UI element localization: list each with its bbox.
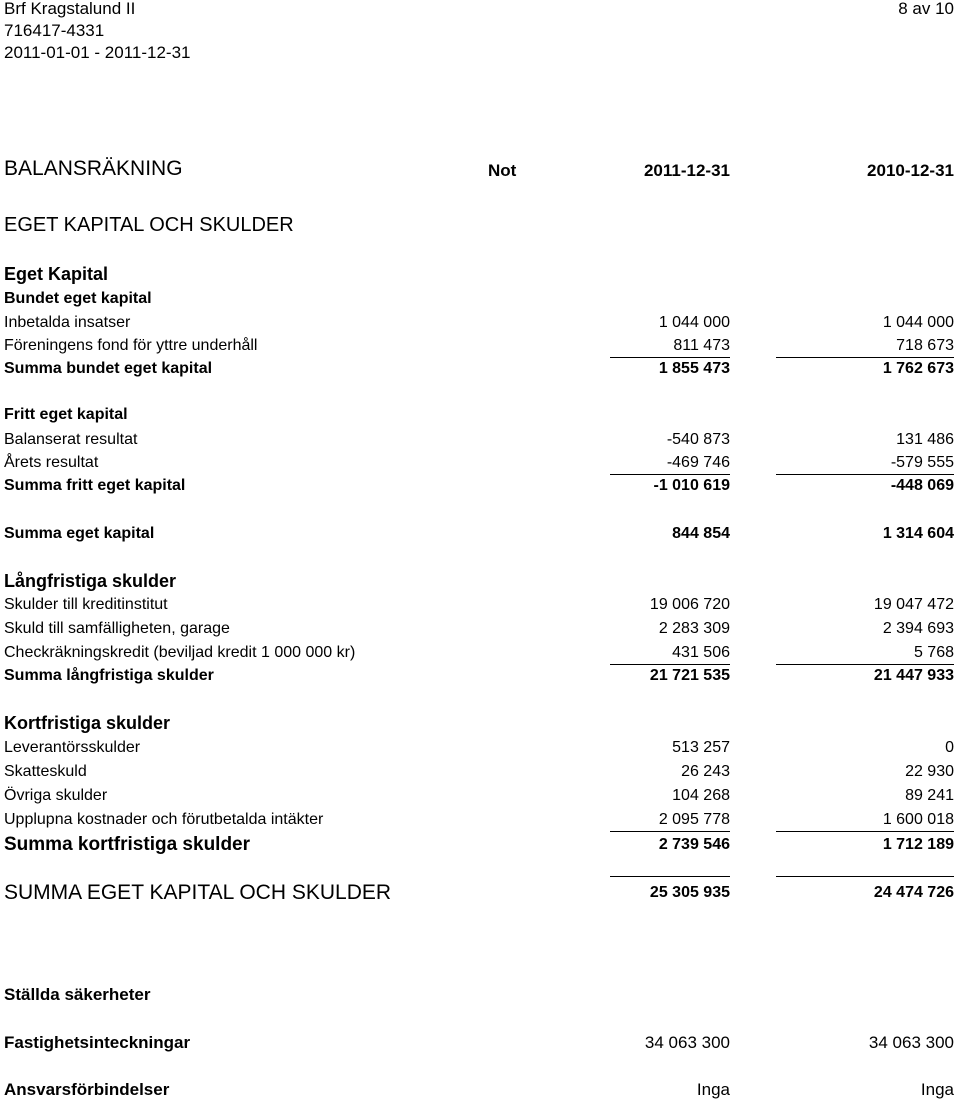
row-label: Föreningens fond för yttre underhåll	[4, 337, 258, 354]
row-value-2010: 5 768	[913, 644, 954, 661]
row-label: Inbetalda insatser	[4, 314, 131, 331]
row-value-2011: 2 739 546	[658, 836, 730, 853]
row-value-2011: 104 268	[672, 787, 730, 804]
page-number: 8 av 10	[898, 0, 954, 18]
subtotal-rule	[776, 474, 954, 475]
row-value-2010: 131 486	[896, 431, 954, 448]
grand-total-value-2010: 24 474 726	[873, 884, 954, 901]
row-value-2011: 1 044 000	[658, 314, 730, 331]
row-label: Årets resultat	[4, 454, 99, 471]
subtotal-rule	[610, 357, 730, 358]
row-label: Summa bundet eget kapital	[4, 360, 213, 377]
row-label: Summa fritt eget kapital	[4, 477, 186, 494]
row-value-2010: 1 044 000	[882, 314, 954, 331]
ansvar-label: Ansvarsförbindelser	[4, 1080, 170, 1099]
column-header-2011: 2011-12-31	[643, 161, 730, 180]
row-value-2011: -469 746	[666, 454, 730, 471]
column-header-2010: 2010-12-31	[867, 161, 954, 180]
bundet-heading: Bundet eget kapital	[4, 290, 152, 307]
row-label: Skuld till samfälligheten, garage	[4, 620, 230, 637]
row-label: Upplupna kostnader och förutbetalda intäkter	[4, 811, 324, 828]
section-title: EGET KAPITAL OCH SKULDER	[4, 214, 294, 236]
row-label: Skulder till kreditinstitut	[4, 596, 168, 613]
row-label: Balanserat resultat	[4, 431, 138, 448]
org-number: 716417-4331	[4, 21, 105, 40]
subtotal-rule	[610, 664, 730, 665]
note-column-header: Not	[488, 161, 517, 180]
row-value-2010: 22 930	[905, 763, 954, 780]
grand-total-label: SUMMA EGET KAPITAL OCH SKULDER	[4, 881, 392, 904]
row-value-2010: 89 241	[905, 787, 954, 804]
row-value-2011: 844 854	[672, 525, 730, 542]
fritt-heading: Fritt eget kapital	[4, 406, 128, 423]
row-value-2010: 21 447 933	[873, 667, 954, 684]
kortfristiga-heading: Kortfristiga skulder	[4, 713, 171, 733]
row-value-2011: 811 473	[673, 337, 730, 354]
row-value-2010: 0	[945, 739, 954, 756]
ansvar-value-2010: Inga	[920, 1080, 954, 1099]
row-value-2010: 1 712 189	[882, 836, 954, 853]
row-value-2011: 431 506	[672, 644, 730, 661]
row-value-2010: 1 314 604	[882, 525, 954, 542]
grand-total-value-2011: 25 305 935	[649, 884, 730, 901]
row-value-2010: 1 762 673	[882, 360, 954, 377]
fastighet-label: Fastighetsinteckningar	[4, 1033, 191, 1052]
row-value-2011: 26 243	[681, 763, 730, 780]
stallda-heading: Ställda säkerheter	[4, 985, 151, 1004]
row-value-2010: -579 555	[890, 454, 954, 471]
eget-kapital-heading: Eget Kapital	[4, 264, 109, 284]
row-value-2011: 1 855 473	[658, 360, 730, 377]
subtotal-rule	[610, 474, 730, 475]
subtotal-rule	[776, 664, 954, 665]
row-label: Skatteskuld	[4, 763, 87, 780]
subtotal-rule	[776, 831, 954, 832]
row-value-2010: 2 394 693	[882, 620, 954, 637]
row-value-2011: -1 010 619	[653, 477, 730, 494]
total-rule	[776, 876, 954, 877]
page-title: BALANSRÄKNING	[4, 157, 183, 180]
row-value-2011: -540 873	[666, 431, 730, 448]
row-value-2011: 19 006 720	[649, 596, 730, 613]
row-value-2010: -448 069	[890, 477, 954, 494]
langfristiga-heading: Långfristiga skulder	[4, 571, 177, 591]
row-value-2011: 2 283 309	[658, 620, 730, 637]
ansvar-value-2011: Inga	[696, 1080, 730, 1099]
row-value-2011: 21 721 535	[649, 667, 730, 684]
row-value-2010: 718 673	[896, 337, 954, 354]
row-value-2011: 513 257	[672, 739, 730, 756]
row-label: Leverantörsskulder	[4, 739, 141, 756]
row-label: Summa eget kapital	[4, 525, 155, 542]
row-value-2010: 1 600 018	[882, 811, 954, 828]
subtotal-rule	[610, 831, 730, 832]
row-label: Summa kortfristiga skulder	[4, 834, 251, 855]
org-name: Brf Kragstalund II	[4, 0, 136, 18]
fastighet-value-2010: 34 063 300	[868, 1033, 954, 1052]
subtotal-rule	[776, 357, 954, 358]
row-value-2011: 2 095 778	[658, 811, 730, 828]
row-label: Checkräkningskredit (beviljad kredit 1 000 000 kr)	[4, 644, 356, 661]
fastighet-value-2011: 34 063 300	[644, 1033, 730, 1052]
row-label: Summa långfristiga skulder	[4, 667, 214, 684]
total-rule	[610, 876, 730, 877]
row-value-2010: 19 047 472	[873, 596, 954, 613]
row-label: Övriga skulder	[4, 787, 108, 804]
period: 2011-01-01 - 2011-12-31	[4, 43, 191, 62]
